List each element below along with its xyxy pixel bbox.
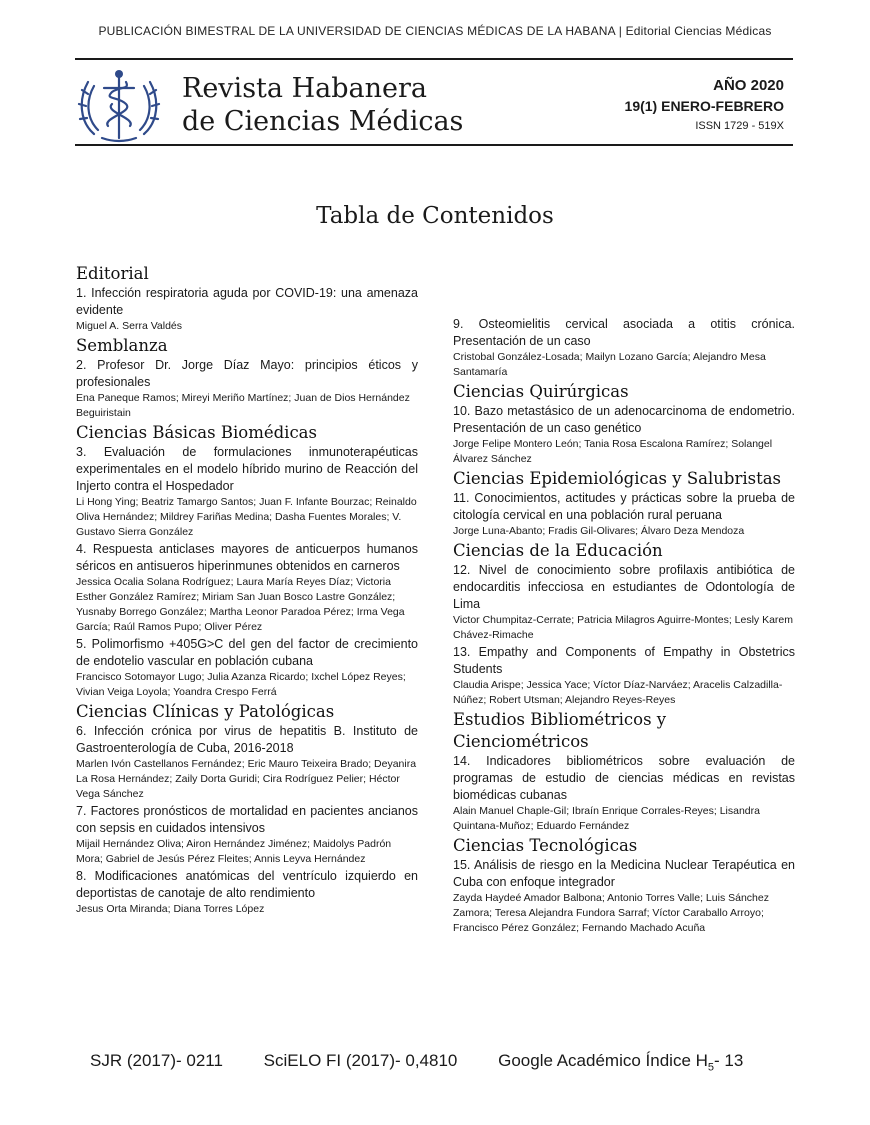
google-metric-prefix: Google Académico Índice H bbox=[498, 1051, 708, 1070]
article-title[interactable]: 11. Conocimientos, actitudes y prácticas sobre la prueba de citología cervical en una población rural peruana bbox=[453, 491, 795, 522]
issue-info bbox=[625, 76, 784, 134]
article-authors: Francisco Sotomayor Lugo; Julia Azanza Ricardo; Ixchel López Reyes; Vivian Veiga Loyola; Yoandra Crespo Ferrá bbox=[76, 671, 406, 698]
article-authors: Cristobal González-Losada; Mailyn Lozano García; Alejandro Mesa Santamaría bbox=[453, 351, 766, 378]
section-heading: Ciencias Epidemiológicas y Salubristas bbox=[453, 469, 782, 488]
article-authors: Jorge Felipe Montero León; Tania Rosa Escalona Ramírez; Solangel Álvarez Sánchez bbox=[453, 438, 773, 465]
google-metric bbox=[498, 1051, 744, 1074]
article-title[interactable]: 8. Modificaciones anatómicas del ventrículo izquierdo en deportistas de canotaje de alto rendimiento bbox=[76, 869, 418, 900]
article-title[interactable]: 3. Evaluación de formulaciones inmunoterapéuticas experimentales en el modelo híbrido murino de Reacción del Injerto contra el Hospedador bbox=[76, 445, 418, 493]
article-title[interactable]: 1. Infección respiratoria aguda por COVID-19: una amenaza evidente bbox=[76, 286, 418, 317]
journal-title-line2: de Ciencias Médicas bbox=[182, 106, 464, 137]
section-heading: Ciencias de la Educación bbox=[453, 541, 663, 560]
sjr-metric: SJR (2017)- 0211 bbox=[90, 1051, 223, 1070]
section-heading: Estudios Bibliométricos y Cienciométricos bbox=[453, 710, 667, 751]
toc-title: Tabla de Contenidos bbox=[316, 203, 554, 229]
article-authors: Jorge Luna-Abanto; Fradis Gil-Olivares; Álvaro Deza Mendoza bbox=[453, 525, 745, 537]
article-authors: Marlen Ivón Castellanos Fernández; Eric Mauro Teixeira Brado; Deyanira La Rosa Hernández; Zaily Dorta Guridi; Cira Rodríguez Pelier; Héctor Vega Sánchez bbox=[76, 758, 417, 800]
toc-left-column bbox=[76, 262, 418, 918]
toc-right-column bbox=[453, 316, 795, 937]
journal-title bbox=[182, 72, 463, 138]
header-bottom-rule bbox=[75, 144, 793, 146]
article-title[interactable]: 9. Osteomielitis cervical asociada a otitis crónica. Presentación de un caso bbox=[453, 317, 795, 348]
header-top-rule bbox=[75, 58, 793, 60]
article-authors: Zayda Haydeé Amador Balbona; Antonio Torres Valle; Luis Sánchez Zamora; Teresa Alejandra Fundora Sarraf; Víctor Caraballo Arroyo; Francisco Pérez González; Fernando Machado Acuña bbox=[453, 892, 769, 934]
journal-title-line1: Revista Habanera bbox=[182, 73, 427, 104]
issue-year: AÑO 2020 bbox=[713, 77, 784, 94]
article-authors: Jessica Ocalia Solana Rodríguez; Laura María Reyes Díaz; Victoria Esther González Ramírez; Miriam San Juan Bosco Lastre González; Yusnaby Borrego González; Martha Leonor Paradoa Pérez; Irma Vega García; Raúl Ramos Pupo; Oliver Pérez bbox=[76, 576, 405, 633]
footer-metrics bbox=[90, 1051, 743, 1073]
section-heading: Ciencias Tecnológicas bbox=[453, 836, 638, 855]
article-title[interactable]: 10. Bazo metastásico de un adenocarcinoma de endometrio. Presentación de un caso genético bbox=[453, 404, 795, 435]
section-heading: Ciencias Clínicas y Patológicas bbox=[76, 702, 335, 721]
section-heading: Ciencias Quirúrgicas bbox=[453, 382, 629, 401]
article-authors: Jesus Orta Miranda; Diana Torres López bbox=[76, 903, 265, 915]
google-metric-suffix: - 13 bbox=[714, 1051, 744, 1070]
journal-logo-icon bbox=[74, 64, 164, 144]
article-authors: Miguel A. Serra Valdés bbox=[76, 320, 183, 332]
article-title[interactable]: 5. Polimorfismo +405G>C del gen del factor de crecimiento de endotelio vascular en población cubana bbox=[76, 637, 418, 668]
article-title[interactable]: 14. Indicadores bibliométricos sobre evaluación de programas de estudio de ciencias médicas en revistas biomédicas cubanas bbox=[453, 754, 795, 802]
article-authors: Claudia Arispe; Jessica Yace; Víctor Díaz-Narváez; Aracelis Calzadilla-Núñez; Robert Utsman; Alejandro Reyes-Reyes bbox=[453, 679, 783, 706]
article-authors: Victor Chumpitaz-Cerrate; Patricia Milagros Aguirre-Montes; Lesly Karem Chávez-Rimache bbox=[453, 614, 794, 641]
article-title[interactable]: 4. Respuesta anticlases mayores de anticuerpos humanos séricos en antisueros hiperinmunes obtenidos en carneros bbox=[76, 542, 418, 573]
article-title[interactable]: 6. Infección crónica por virus de hepatitis B. Instituto de Gastroenterología de Cuba, 2016-2018 bbox=[76, 724, 418, 755]
article-authors: Mijail Hernández Oliva; Airon Hernández Jiménez; Maidolys Padrón Mora; Gabriel de Jesús Pérez Fleites; Annis Leyva Hernández bbox=[76, 838, 392, 865]
article-title[interactable]: 15. Análisis de riesgo en la Medicina Nuclear Terapéutica en Cuba con enfoque integrador bbox=[453, 858, 795, 889]
article-title[interactable]: 7. Factores pronósticos de mortalidad en pacientes ancianos con sepsis en cuidados intensivos bbox=[76, 804, 418, 835]
issn: ISSN 1729 - 519X bbox=[695, 120, 784, 132]
issue-number: 19(1) ENERO-FEBRERO bbox=[624, 98, 784, 114]
article-title[interactable]: 12. Nivel de conocimiento sobre profilaxis antibiótica de endocarditis infecciosa en estudiantes de Odontología de Lima bbox=[453, 563, 795, 611]
article-authors: Alain Manuel Chaple-Gil; Ibraín Enrique Corrales-Reyes; Lisandra Quintana-Muñoz; Eduardo Fernández bbox=[453, 805, 760, 832]
section-heading: Ciencias Básicas Biomédicas bbox=[76, 423, 317, 442]
scielo-metric: SciELO FI (2017)- 0,4810 bbox=[263, 1051, 458, 1070]
section-heading: Semblanza bbox=[76, 336, 168, 355]
google-metric-subscript: 5 bbox=[707, 1061, 715, 1074]
article-authors: Ena Paneque Ramos; Mireyi Meriño Martínez; Juan de Dios Hernández Beguiristain bbox=[76, 392, 410, 419]
article-title[interactable]: 13. Empathy and Components of Empathy in Obstetrics Students bbox=[453, 645, 795, 676]
article-authors: Li Hong Ying; Beatriz Tamargo Santos; Juan F. Infante Bourzac; Reinaldo Oliva Hernández; Mildrey Fariñas Medina; Dasha Fuentes Morales; V. Gustavo Sierra González bbox=[76, 496, 417, 538]
section-heading: Editorial bbox=[76, 264, 149, 283]
publication-line: PUBLICACIÓN BIMESTRAL DE LA UNIVERSIDAD DE CIENCIAS MÉDICAS DE LA HABANA | Editorial Ciencias Médicas bbox=[98, 24, 772, 38]
article-title[interactable]: 2. Profesor Dr. Jorge Díaz Mayo: principios éticos y profesionales bbox=[76, 358, 418, 389]
